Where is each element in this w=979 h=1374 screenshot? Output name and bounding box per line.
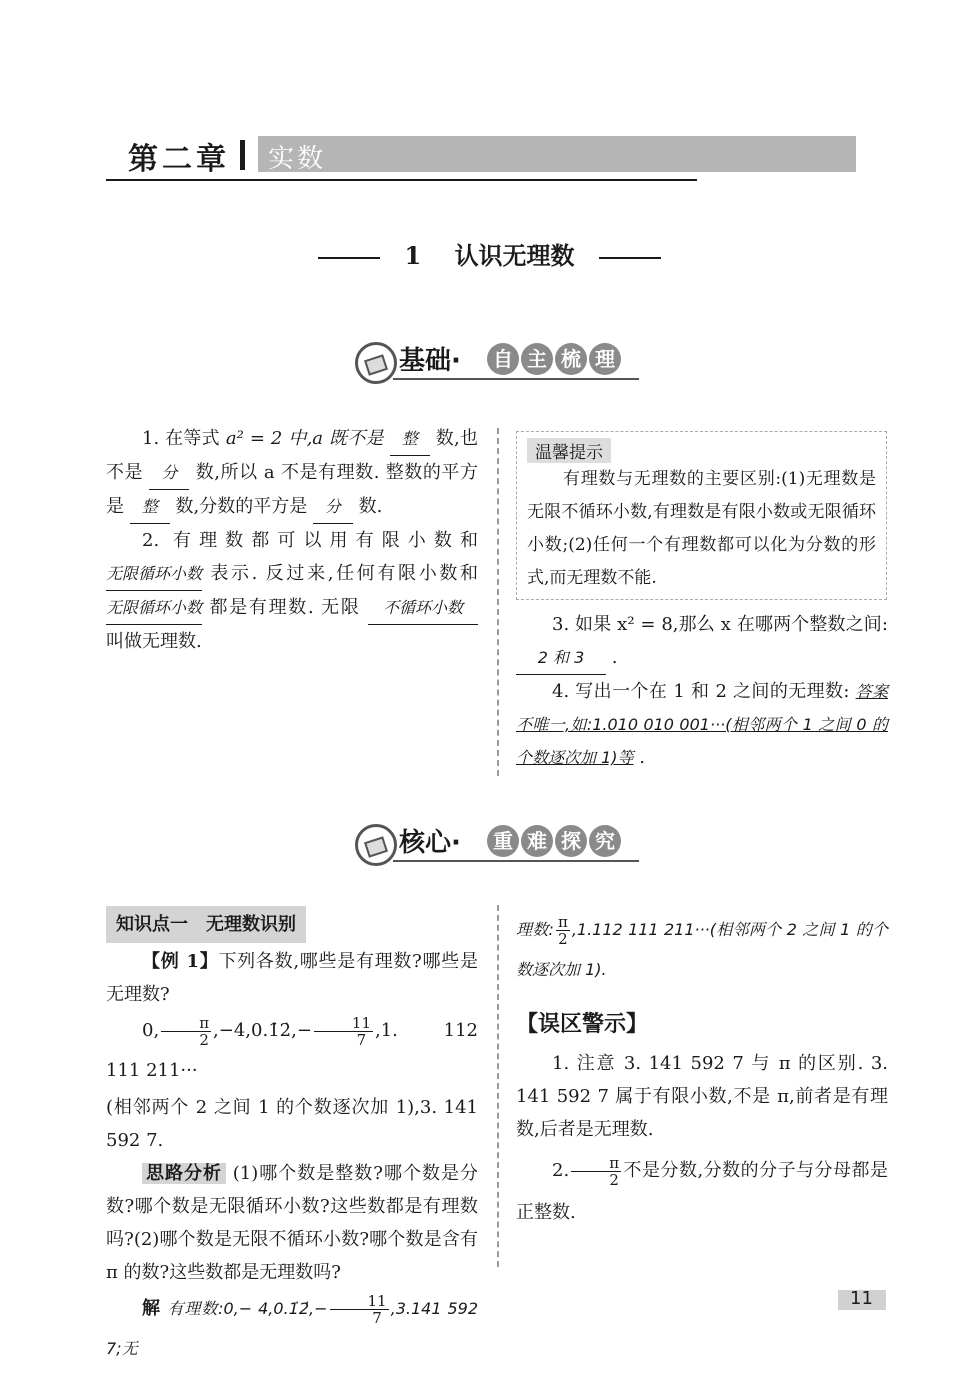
tip-label: 温馨提示 <box>527 438 611 463</box>
fraction-pi-over-2 <box>556 914 570 947</box>
q2-text: 2. 有理数都可以用有限小数和 <box>142 530 478 551</box>
analysis <box>106 1157 478 1289</box>
badge-circles <box>487 343 621 375</box>
question-3 <box>516 608 888 675</box>
example-numbers <box>106 1011 478 1091</box>
example-1 <box>106 945 478 1011</box>
badge-char: 重 <box>487 825 519 857</box>
q1-text: 数,也不是 <box>106 428 478 483</box>
badge-underline <box>393 860 639 862</box>
badge-char: 主 <box>521 343 553 375</box>
section-name: 认识无理数 <box>454 241 575 270</box>
example-numbers-cont: (相邻两个 2 之间 1 的个数逐次加 1),3. 141 592 7. <box>106 1097 478 1151</box>
denominator: 7 <box>356 1030 367 1049</box>
warning-1: 1. 注意 3. 141 592 7 与 π 的区别. 3. 141 592 7 属于有限小数,不是 π,前者是有理数,后者是无理数. <box>516 1053 888 1140</box>
numerator: π <box>161 1015 211 1032</box>
q3-blank: 2 和 3 <box>516 641 606 675</box>
badge-circles <box>487 825 621 857</box>
book-icon <box>355 824 397 866</box>
question-4 <box>516 675 888 774</box>
number-list: 0, <box>142 1020 160 1041</box>
fraction-11-over-7 <box>314 1015 373 1048</box>
knowledge-point-label: 知识点一 无理数识别 <box>106 906 306 943</box>
denominator: 2 <box>609 1170 619 1189</box>
solution-text: 理数: <box>516 920 554 939</box>
solution-text: ,3.141 592 7;无 <box>106 1299 478 1358</box>
page-number: 11 <box>850 1288 873 1309</box>
tip-box <box>516 431 887 600</box>
chapter-label: 第二章 <box>128 142 230 177</box>
warning-2 <box>516 1150 888 1234</box>
q1-equation: a² = 2 中,a 既不是 <box>225 428 384 449</box>
question-1 <box>106 422 478 524</box>
badge-char: 探 <box>555 825 587 857</box>
badge-char: 梳 <box>555 343 587 375</box>
analysis-label: 思路分析 <box>142 1163 226 1184</box>
solution <box>106 1289 478 1369</box>
question-2 <box>106 524 478 658</box>
numerator: π <box>557 912 568 931</box>
number-list: ,−4,0.1̇2̇,− <box>213 1020 312 1041</box>
chapter-title-box <box>258 136 856 172</box>
solution-text: 有理数:0,− 4,0.1̇2̇,− <box>167 1299 328 1318</box>
tip-text: 有理数与无理数的主要区别:(1)无理数是无限不循环小数,有理数是有限小数或无限循环小数;(2)任何一个有理数都可以化为分数的形式,而无理数不能. <box>527 469 876 588</box>
badge-main: 核心· <box>399 828 461 858</box>
q3-text: . <box>611 647 618 668</box>
number-list: ,1. 112 111 211··· <box>106 1020 478 1081</box>
fraction-pi-over-2 <box>161 1015 211 1048</box>
badge-char: 难 <box>521 825 553 857</box>
page-number-box <box>838 1290 886 1310</box>
q1-blank-4: 分 <box>313 490 353 524</box>
chapter-title: 实数 <box>268 144 327 174</box>
numerator: 11 <box>314 1015 373 1032</box>
solution-label: 解 <box>142 1298 161 1319</box>
badge-underline <box>393 378 639 380</box>
q1-blank-3: 整 <box>130 490 170 524</box>
column-divider <box>497 428 499 776</box>
badge-core <box>355 820 645 866</box>
badge-char: 自 <box>487 343 519 375</box>
denominator: 2 <box>199 1030 209 1049</box>
book-icon <box>355 342 397 384</box>
warning-heading: 【误区警示】 <box>516 1012 649 1037</box>
chapter-divider <box>240 140 245 170</box>
title-dash-right <box>599 257 661 259</box>
q1-text: 数. <box>358 496 383 517</box>
example-label: 【例 1】 <box>142 951 219 972</box>
denominator: 7 <box>372 1308 382 1327</box>
q4-answer: 答案不唯一,如:1.010 010 001···(相邻两个 1 之间 0 的个数逐次加 1)等 <box>516 682 888 767</box>
q2-blank-2: 无限循环小数 <box>106 591 202 625</box>
solution-cont <box>516 910 888 990</box>
warning-2-lead: 2. <box>552 1160 570 1181</box>
q2-text: 都是有理数. 无限 <box>209 597 361 618</box>
q2-blank-1: 无限循环小数 <box>106 557 202 591</box>
badge-char: 究 <box>589 825 621 857</box>
title-dash-left <box>318 257 380 259</box>
example-question: 下列各数,哪些是有理数?哪些是无理数? <box>106 951 478 1005</box>
q2-text: 叫做无理数. <box>106 631 202 652</box>
column-divider <box>497 905 499 1267</box>
numerator: 11 <box>330 1293 389 1310</box>
q4-text: 4. 写出一个在 1 和 2 之间的无理数: <box>552 681 850 702</box>
q1-blank-1: 整 <box>390 422 430 456</box>
basics-right-column <box>516 608 888 774</box>
badge-basics <box>355 338 645 384</box>
q2-blank-3: 不循环小数 <box>368 591 478 625</box>
basics-left-column <box>106 422 478 658</box>
q2-text: 表示. 反过来,任何有限小数和 <box>210 563 478 584</box>
q3-text: 3. 如果 x² = 8,那么 x 在哪两个整数之间: <box>552 614 888 635</box>
fraction-11-over-7 <box>330 1293 389 1326</box>
fraction-pi-over-2 <box>571 1155 621 1188</box>
section-number: 1 <box>404 241 422 270</box>
core-left-column <box>106 906 478 1369</box>
solution-text: ,1.112 111 211···(相邻两个 2 之间 1 的个数逐次加 1). <box>516 920 888 979</box>
q1-lead: 1. 在等式 <box>142 428 220 449</box>
q1-text: 数,所以 a 不是有理数. 整数的平方是 <box>106 462 478 517</box>
warning-2-text: 不是分数,分数的分子与分母都是正整数. <box>516 1160 888 1223</box>
q1-text: 数,分数的平方是 <box>175 496 308 517</box>
q4-text: . <box>639 747 645 768</box>
section-title <box>0 236 979 271</box>
chapter-underline <box>106 179 697 181</box>
badge-char: 理 <box>589 343 621 375</box>
numerator: π <box>571 1155 621 1172</box>
badge-main: 基础· <box>399 346 461 376</box>
core-right-column <box>516 910 888 1234</box>
analysis-text: (1)哪个数是整数?哪个数是分数?哪个数是无限循环小数?这些数都是有理数吗?(2)哪个数是无限不循环小数?哪个数是含有 π 的数?这些数都是无理数吗? <box>106 1163 478 1283</box>
denominator: 2 <box>558 929 568 948</box>
q1-blank-2: 分 <box>149 456 189 490</box>
